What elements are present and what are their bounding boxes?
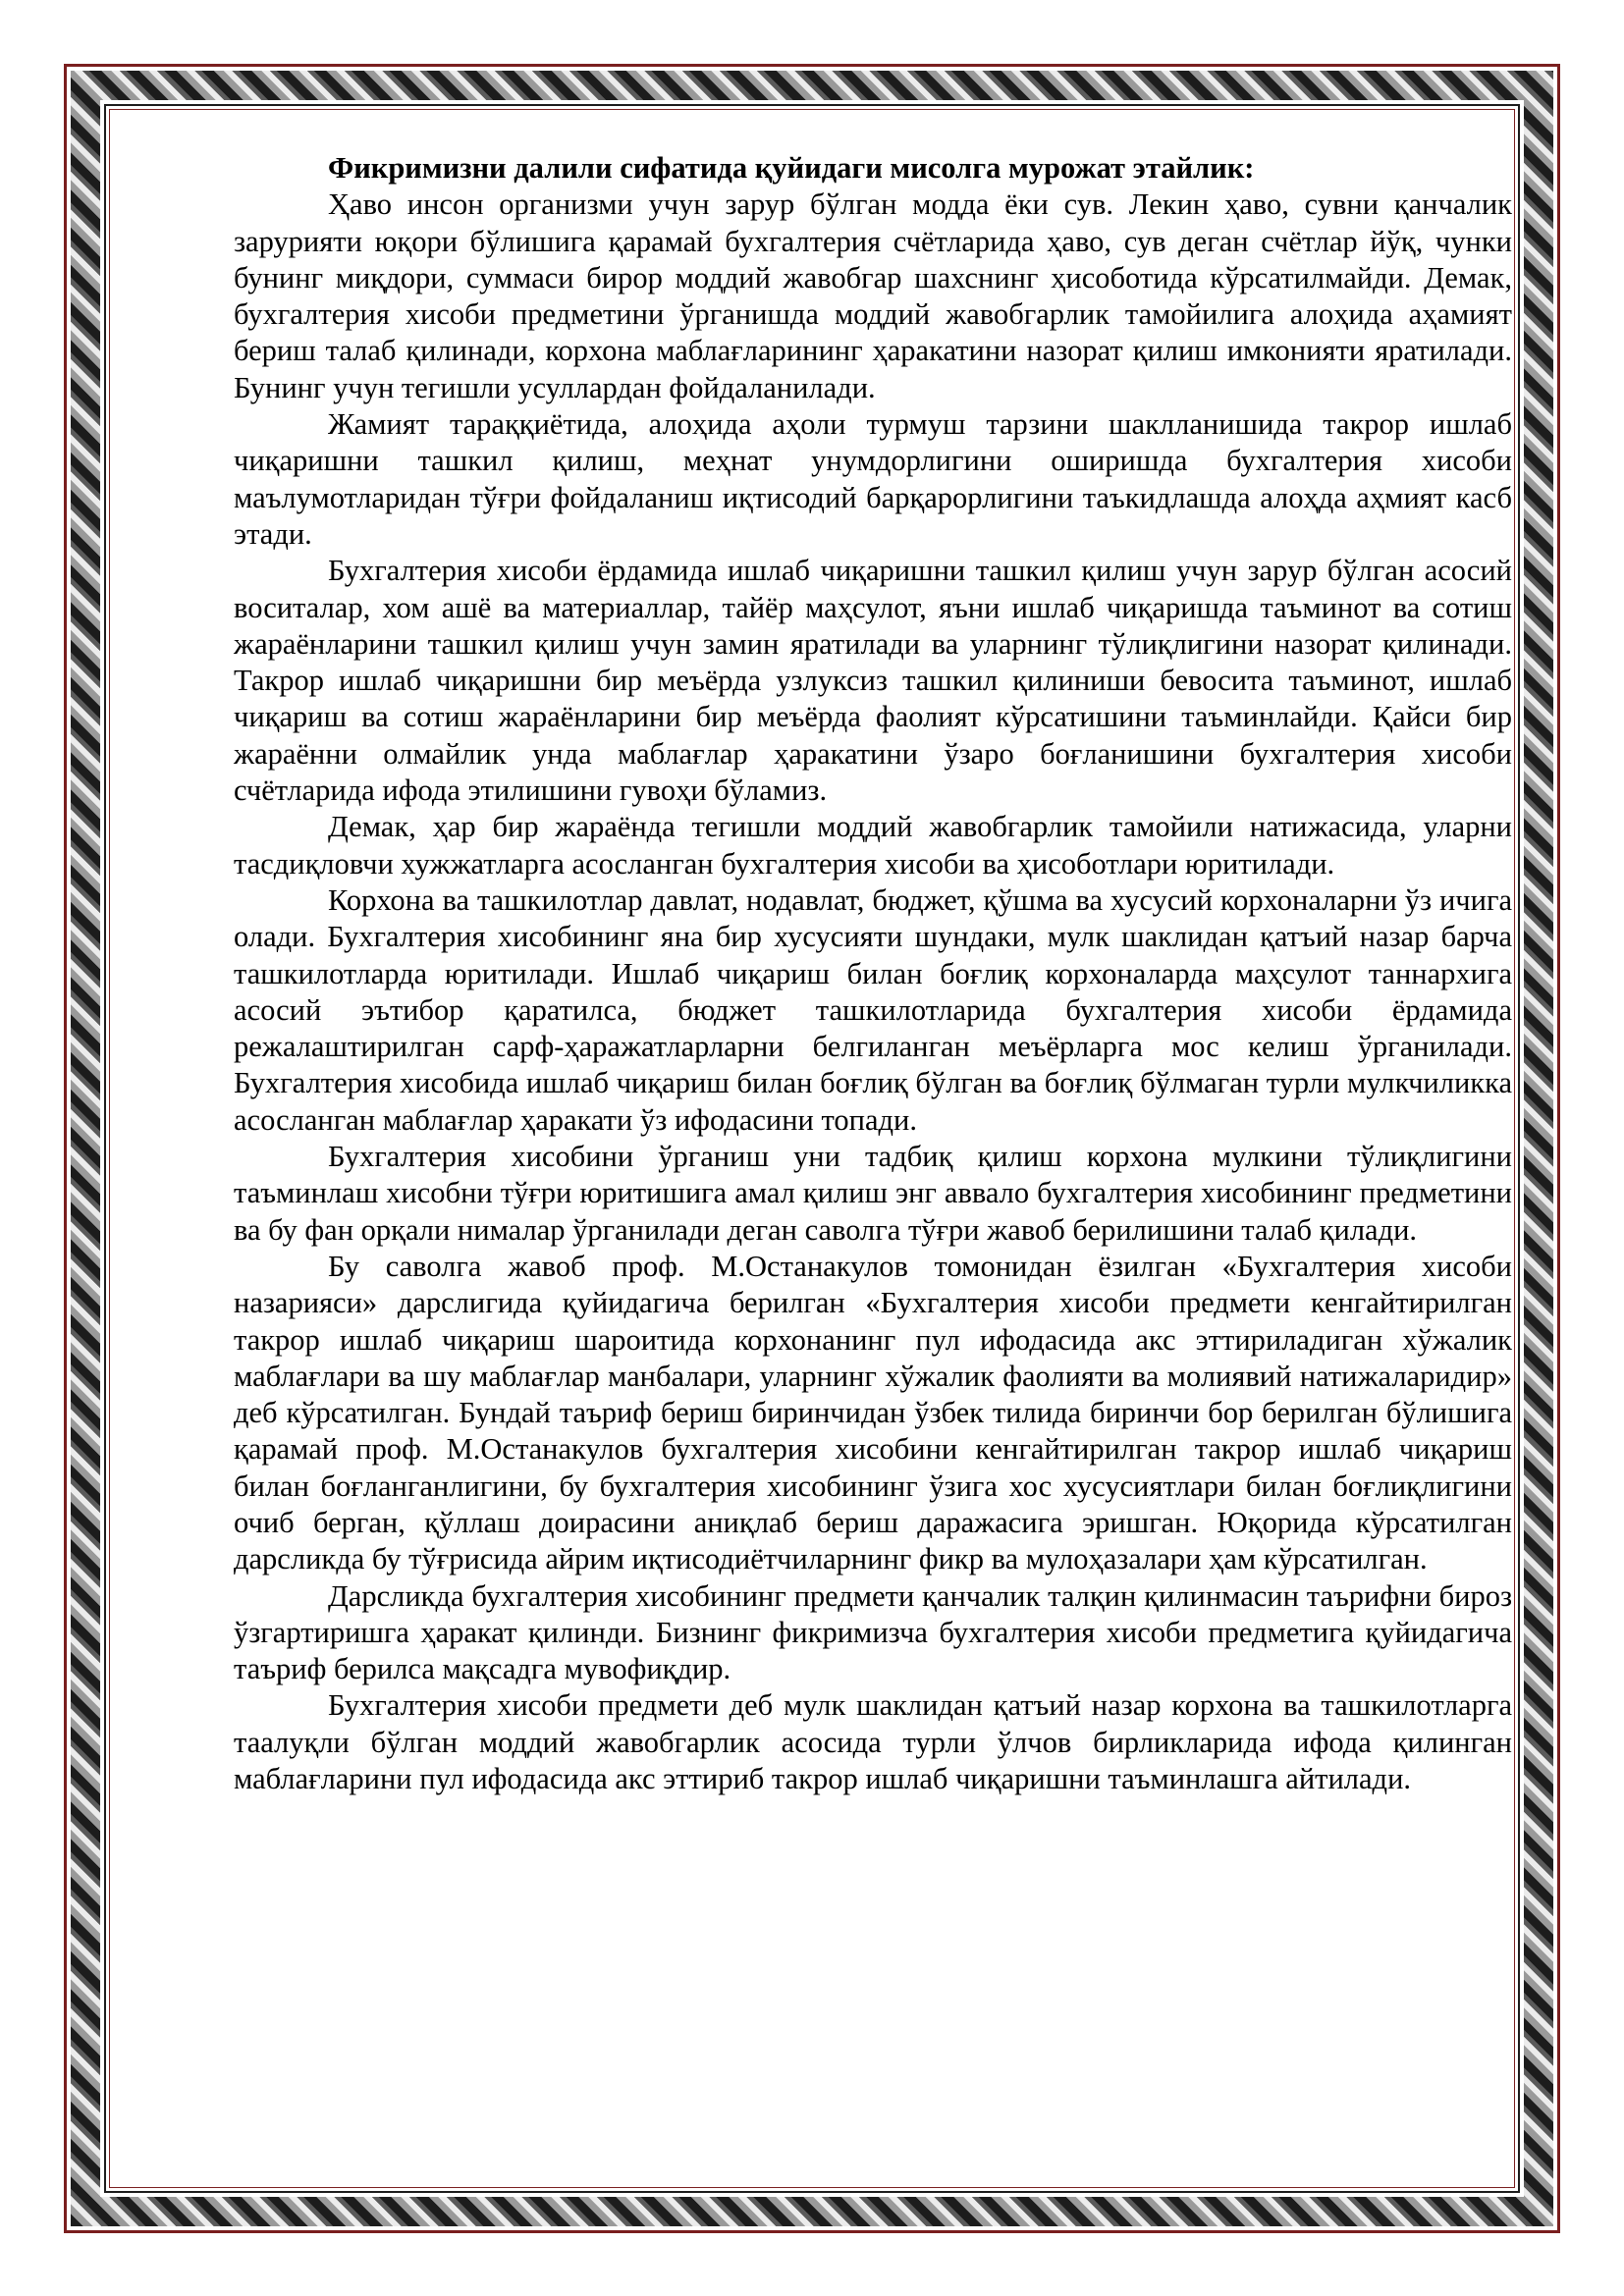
paragraph: Бухгалтерия хисоби предмети деб мулк шаклидан қатъий назар корхона ва ташкилотларга таалуқли бўлган моддий жавобгарлик асосида турли ўлчов бирликларида ифода қилинган маблағларини пул ифодасида акс эттириб такрор ишлаб чиқаришни таъминлашга айтилади.	[234, 1688, 1512, 1796]
section-heading: Фикримизни далили сифатида қуйидаги мисолга мурожат этайлик:	[328, 151, 1255, 185]
paragraph: Корхона ва ташкилотлар давлат, нодавлат, бюджет, қўшма ва хусусий корхоналарни ўз ичига олади. Бухгалтерия хисобининг яна бир хусусияти шундаки, мулк шаклидан қатъий назар барча ташкилотларда юритилади. Ишлаб чиқариш билан боғлиқ корхоналарда маҳсулот таннархига асосий эътибор қаратилса, бюджет ташкилотларида бухгалтерия хисоби ёрдамида режалаштирилган сарф-ҳаражатларларни белгиланган меъёрларга мос келиш ўрганилади. Бухгалтерия хисобида ишлаб чиқариш билан боғлиқ бўлган ва боғлиқ бўлмаган турли мулкчиликка асосланган маблағлар ҳаракати ўз ифодасини топади.	[234, 882, 1512, 1137]
paragraph: Бухгалтерия хисоби ёрдамида ишлаб чиқаришни ташкил қилиш учун зарур бўлган асосий воситалар, хом ашё ва материаллар, тайёр маҳсулот, яъни ишлаб чиқаришда таъминот ва сотиш жараёнларини ташкил қилиш учун замин яратилади ва уларнинг тўлиқлигини назорат қилинади. Такрор ишлаб чиқаришни бир меъёрда узлуксиз ташкил қилиниши бевосита таъминот, ишлаб чиқариш ва сотиш жараёнларини бир меъёрда фаолият кўрсатишини таъминлайди. Қайси бир жараённи олмайлик унда маблағлар ҳаракатини ўзаро боғланишини бухгалтерия хисоби счётларида ифода этилишини гувоҳи бўламиз.	[234, 554, 1512, 808]
paragraph: Дарсликда бухгалтерия хисобининг предмети қанчалик талқин қилинмасин таърифни бироз ўзгартиришга ҳаракат қилинди. Бизнинг фикримизча бухгалтерия хисоби предметига қуйидагича таъриф берилса мақсадга мувофиқдир.	[234, 1578, 1512, 1686]
page-body	[234, 150, 1512, 1797]
paragraph: Ҳаво инсон организми учун зарур бўлган модда ёки сув. Лекин ҳаво, сувни қанчалик зарурияти юқори бўлишига қарамай бухгалтерия счётларида ҳаво, сув деган счётлар йўқ, чунки бунинг миқдори, суммаси бирор моддий жавобгар шахснинг ҳисоботида кўрсатилмайди. Демак, бухгалтерия хисоби предметини ўрганишда моддий жавобгарлик тамойилига алоҳида аҳамият бериш талаб қилинади, корхона маблағларининг ҳаракатини назорат қилиш имконияти яратилади. Бунинг учун тегишли усуллардан фойдаланилади.	[234, 187, 1512, 404]
paragraph: Демак, ҳар бир жараёнда тегишли моддий жавобгарлик тамойили натижасида, уларни тасдиқловчи хужжатларга асосланган бухгалтерия хисоби ва ҳисоботлари юритилади.	[234, 810, 1512, 881]
paragraph: Жамият тараққиётида, алоҳида аҳоли турмуш тарзини шаклланишида такрор ишлаб чиқаришни ташкил қилиш, меҳнат унумдорлигини оширишда бухгалтерия хисоби маълумотларидан тўғри фойдаланиш иқтисодий барқарорлигини таъкидлашда алоҳда аҳмият касб этади.	[234, 407, 1512, 551]
paragraph: Бу саволга жавоб проф. М.Останакулов томонидан ёзилган «Бухгалтерия хисоби назарияси» дарслигида қуйидагича берилган «Бухгалтерия хисоби предмети кенгайтирилган такрор ишлаб чиқариш шароитида корхонанинг пул ифодасида акс эттириладиган хўжалик маблағлари ва шу маблағлар манбалари, уларнинг хўжалик фаолияти ва молиявий натижаларидир» деб кўрсатилган. Бундай таъриф бериш биринчидан ўзбек тилида биринчи бор берилган бўлишига қарамай проф. М.Останакулов бухгалтерия хисобини кенгайтирилган такрор ишлаб чиқариш билан боғланганлигини, бу бухгалтерия хисобининг ўзига хос хусусиятлари билан боғлиқлигини очиб берган, қўллаш доирасини аниқлаб бериш даражасига эришган. Юқорида кўрсатилган дарсликда бу тўғрисида айрим иқтисодиётчиларнинг фикр ва мулоҳазалари ҳам кўрсатилган.	[234, 1249, 1512, 1576]
paragraph: Бухгалтерия хисобини ўрганиш уни тадбиқ қилиш корхона мулкини тўлиқлигини таъминлаш хисобни тўғри юритишига амал қилиш энг аввало бухгалтерия хисобининг предметини ва бу фан орқали нималар ўрганилади деган саволга тўғри жавоб берилишини талаб қилади.	[234, 1140, 1512, 1247]
